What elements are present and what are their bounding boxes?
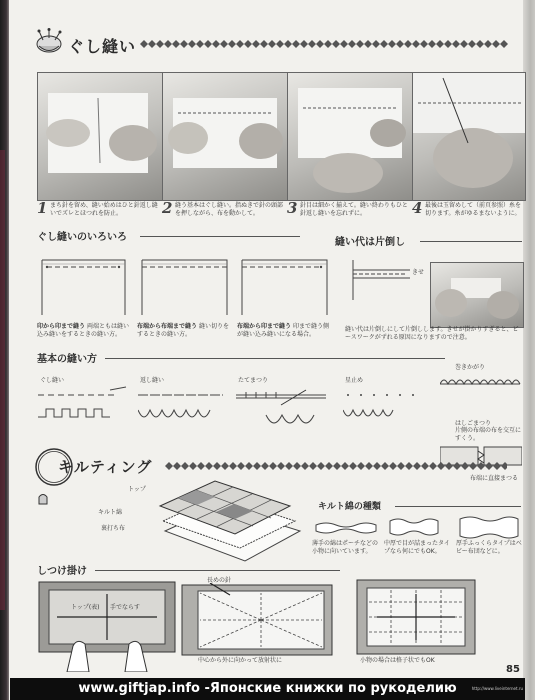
book-spine-edge bbox=[0, 0, 9, 700]
step-photo-3 bbox=[287, 72, 413, 201]
section-heading-batting: キルト綿の種類 bbox=[318, 502, 381, 512]
seam-caption: 縫い代は片倒しにして片倒しします。きせが掛かりすぎると、ピースワークがずれる原因になりますので注意。 bbox=[345, 326, 519, 341]
stitch-label-whipstitch: 巻きかがり bbox=[455, 364, 486, 371]
step-caption: 縫う基本はぐし縫い。指ぬきで針の頭部を押しながら、布を動かして。 bbox=[175, 202, 284, 217]
top-label: トップ(表) bbox=[71, 604, 100, 611]
step-caption: 針目は細かく揃えて。縫い終わりもひと針返し縫いを忘れずに。 bbox=[300, 202, 408, 217]
divider bbox=[395, 506, 521, 507]
step-photo-4 bbox=[412, 72, 526, 201]
grid-caption: 小物の場合は格子状でもOK bbox=[360, 657, 435, 664]
section-heading-basic: 基本の縫い方 bbox=[37, 354, 97, 365]
variation-label: 布端から布端まで縫う bbox=[137, 323, 198, 330]
divider bbox=[105, 358, 445, 359]
variation-label: 布端から印まで縫う bbox=[237, 323, 292, 330]
variation-text: 印まで縫う側が縫い込み縫いになる場合。 bbox=[237, 323, 329, 338]
diamond-divider bbox=[140, 40, 508, 48]
smooth-label: 手でならす bbox=[110, 604, 141, 611]
page-title: ぐし縫い bbox=[68, 37, 137, 56]
section-heading-basting: しつけ掛け bbox=[37, 566, 87, 577]
variation-caption bbox=[37, 323, 132, 339]
watermark: http://www.liveinternet.ru bbox=[471, 686, 523, 691]
needle-label: 長めの針 bbox=[207, 577, 232, 584]
section-heading-quilting: キルティング bbox=[58, 458, 153, 476]
running-stitch-diagram bbox=[38, 385, 128, 430]
thimble-icon bbox=[36, 492, 50, 506]
stitch-label-ladder: はしごまつり bbox=[455, 420, 492, 427]
edge-note: 布端に直接まつる bbox=[470, 475, 519, 482]
variation-text: 両端ともは縫い込み縫いをするときの縫い方。 bbox=[37, 323, 129, 338]
whipstitch-diagram bbox=[440, 372, 522, 402]
batting-caption: 薄手の綿はポーチなどの小物に向いています。 bbox=[312, 540, 379, 555]
layer-label-backing: 裏打ち布 bbox=[101, 525, 126, 532]
variation-caption bbox=[137, 323, 232, 339]
variation-diagram-1 bbox=[37, 255, 130, 320]
divider bbox=[95, 570, 340, 571]
seam-diagram bbox=[345, 255, 425, 305]
variation-label: 印から印まで縫う bbox=[37, 323, 86, 330]
divider bbox=[420, 241, 522, 242]
step-number: 1 bbox=[37, 199, 48, 217]
section-heading-variations: ぐし縫いのいろいろ bbox=[37, 232, 127, 243]
variation-diagram-2 bbox=[137, 255, 232, 320]
step-caption: 最後は玉留めして（前頁参照）糸を切ります。糸がゆるまないように。 bbox=[425, 202, 522, 217]
variation-caption bbox=[237, 323, 332, 339]
step-photo-2 bbox=[162, 72, 288, 201]
quilt-layers-diagram bbox=[145, 476, 305, 566]
ladder-note: 片側の布端の布を交互にすくう。 bbox=[455, 427, 522, 442]
stitch-label: 返し縫い bbox=[140, 377, 165, 384]
prick-stitch-diagram bbox=[343, 385, 433, 430]
radial-basting-diagram bbox=[180, 583, 336, 657]
variation-diagram-3 bbox=[237, 255, 332, 320]
step-number: 2 bbox=[162, 199, 173, 217]
batting-samples bbox=[312, 515, 522, 539]
diamond-divider bbox=[165, 462, 507, 470]
section-heading-seam: 縫い代は片倒し bbox=[335, 237, 405, 248]
radial-caption: 中心から外に向かって放射状に bbox=[198, 657, 283, 664]
batting-caption: 中厚で目が詰まったタイプなら何にでもOK。 bbox=[384, 540, 450, 555]
page-number: 85 bbox=[506, 664, 520, 675]
pincushion-icon bbox=[33, 28, 65, 56]
stitch-label: 星止め bbox=[345, 377, 364, 384]
divider bbox=[140, 236, 300, 237]
step-number: 3 bbox=[287, 199, 298, 217]
step-photo-1 bbox=[37, 72, 163, 201]
variation-text: 縫い切りをするときの縫い方。 bbox=[137, 323, 229, 338]
grid-basting-diagram bbox=[355, 578, 477, 656]
footer-banner: www.giftjap.info -Японские книжки по рукоделию bbox=[10, 678, 525, 700]
step-number: 4 bbox=[412, 199, 423, 217]
layer-label-batting: キルト綿 bbox=[98, 509, 122, 516]
batting-caption: 厚手ふっくらタイプはベビー布団などに。 bbox=[456, 540, 522, 555]
blind-hem-diagram bbox=[236, 385, 331, 435]
layer-label-top: トップ bbox=[128, 486, 146, 493]
seam-photo bbox=[430, 262, 524, 328]
smoothing-diagram bbox=[37, 580, 177, 672]
stitch-label: たてまつり bbox=[238, 377, 269, 384]
step-caption: まち針を留め、縫い始めはひと針返し縫いでズレとほつれを防止。 bbox=[50, 202, 158, 217]
stitch-label: ぐし縫い bbox=[40, 377, 65, 384]
backstitch-diagram bbox=[138, 385, 228, 430]
kise-label: きせ bbox=[412, 269, 425, 276]
